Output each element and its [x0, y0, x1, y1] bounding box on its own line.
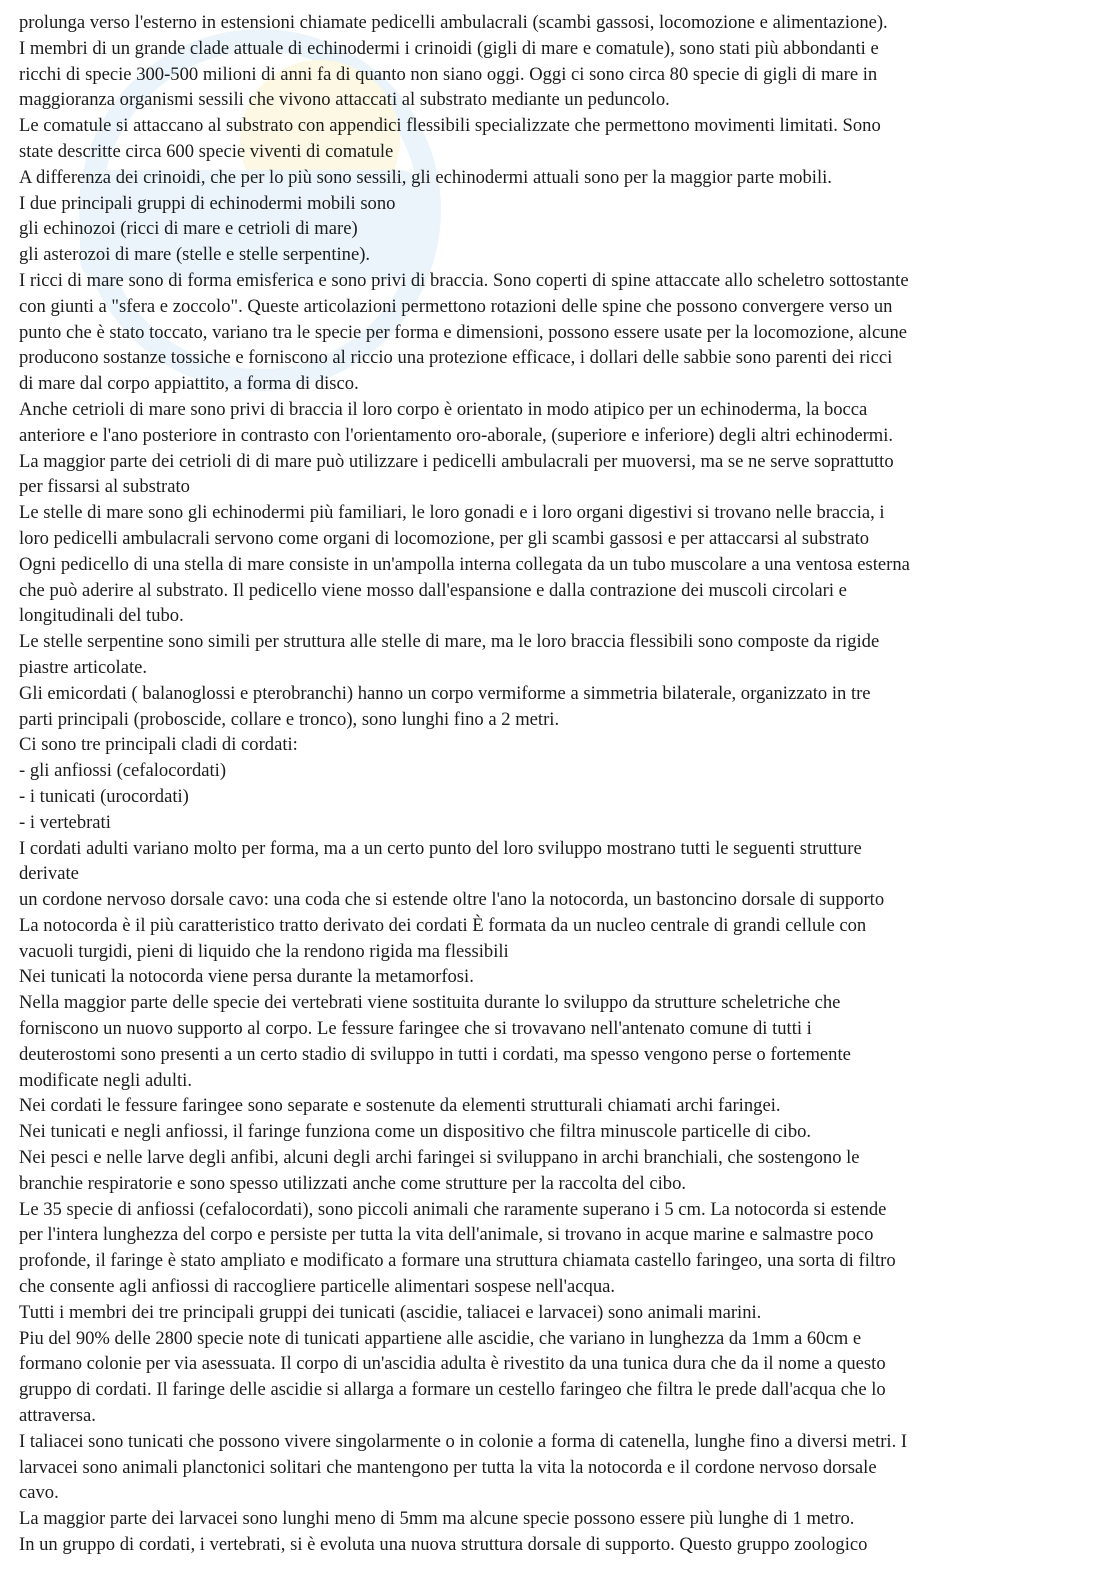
- text-line: Gli emicordati ( balanoglossi e pterobranchi) hanno un corpo vermiforme a simmetria bilaterale, organizzato in tre: [19, 682, 871, 704]
- text-line: Nei cordati le fessure faringee sono separate e sostenute da elementi strutturali chiamati archi faringei.: [19, 1095, 781, 1117]
- text-line: La notocorda è il più caratteristico tratto derivato dei cordati È formata da un nucleo centrale di grandi cellule con: [19, 914, 867, 936]
- text-line: con giunti a "sfera e zoccolo". Queste articolazioni permettono rotazioni delle spine che possono convergere verso un: [19, 295, 893, 317]
- text-line: punto che è stato toccato, variano tra le specie per forma e dimensioni, possono essere usate per la locomozione, alcune: [19, 321, 908, 343]
- text-line: formano colonie per via asessuata. Il corpo di un'ascidia adulta è rivestito da una tunica dura che da il nome a questo: [19, 1353, 886, 1375]
- text-line: In un gruppo di cordati, i vertebrati, si è evoluta una nuova struttura dorsale di supporto. Questo gruppo zoologico: [19, 1534, 868, 1556]
- text-line: Le comatule si attaccano al substrato con appendici flessibili specializzate che permettono movimenti limitati. Sono: [19, 115, 881, 137]
- text-line: profonde, il faringe è stato ampliato e modificato a formare una struttura chiamata castello faringeo, una sorta di filtro: [19, 1250, 896, 1272]
- text-line: Nei tunicati la notocorda viene persa durante la metamorfosi.: [19, 966, 474, 988]
- text-line: Nei tunicati e negli anfiossi, il faringe funziona come un dispositivo che filtra minuscole particelle di cibo.: [19, 1121, 812, 1143]
- text-line: La maggior parte dei larvacei sono lunghi meno di 5mm ma alcune specie possono essere più lunghe di 1 metro.: [19, 1508, 855, 1530]
- text-line: Le stelle di mare sono gli echinodermi più familiari, le loro gonadi e i loro organi digestivi si trovano nelle braccia, i: [19, 502, 885, 524]
- text-line: ricchi di specie 300-500 milioni di anni fa di quanto non siano oggi. Oggi ci sono circa 80 specie di gigli di mare in: [19, 63, 878, 85]
- text-line: Anche cetrioli di mare sono privi di braccia il loro corpo è orientato in modo atipico per un echinoderma, la bocca: [19, 398, 868, 420]
- text-line: derivate: [19, 863, 79, 885]
- text-line: forniscono un nuovo supporto al corpo. Le fessure faringee che si trovavano nell'antenato comune di tutti i: [19, 1018, 812, 1040]
- text-line: attraversa.: [19, 1405, 96, 1427]
- text-line: gli echinozoi (ricci di mare e cetrioli di mare): [19, 218, 358, 240]
- text-line: longitudinali del tubo.: [19, 605, 184, 627]
- text-line: anteriore e l'ano posteriore in contrasto con l'orientamento oro-aborale, (superiore e inferiore) degli altri echinodermi.: [19, 424, 894, 446]
- text-line: A differenza dei crinoidi, che per lo più sono sessili, gli echinodermi attuali sono per la maggior parte mobili.: [19, 166, 832, 188]
- document-page: [19, 10, 1099, 1558]
- text-line: Nei pesci e nelle larve degli anfibi, alcuni degli archi faringei si sviluppano in archi branchiali, che sostengono le: [19, 1147, 860, 1169]
- text-line: loro pedicelli ambulacrali servono come organi di locomozione, per gli scambi gassosi e per attaccarsi al substrato: [19, 527, 870, 549]
- text-line: che può aderire al substrato. Il pedicello viene mosso dall'espansione e dalla contrazione dei muscoli circolari e: [19, 579, 847, 601]
- text-line: branchie respiratorie e sono spesso utilizzati anche come strutture per la raccolta del cibo.: [19, 1172, 687, 1194]
- text-line: Ogni pedicello di una stella di mare consiste in un'ampolla interna collegata da un tubo muscolare a una ventosa esterna: [19, 553, 910, 575]
- text-line: per fissarsi al substrato: [19, 476, 190, 498]
- text-line: gli asterozoi di mare (stelle e stelle serpentine).: [19, 244, 371, 266]
- text-line: Tutti i membri dei tre principali gruppi dei tunicati (ascidie, taliacei e larvacei) sono animali marini.: [19, 1301, 762, 1323]
- text-line: parti principali (proboscide, collare e tronco), sono lunghi fino a 2 metri.: [19, 708, 560, 730]
- text-line: Piu del 90% delle 2800 specie note di tunicati appartiene alle ascidie, che variano in lunghezza da 1mm a 60cm e: [19, 1327, 862, 1349]
- text-line: di mare dal corpo appiattito, a forma di disco.: [19, 373, 359, 395]
- text-line: gruppo di cordati. Il faringe delle ascidie si allarga a formare un cestello faringeo che filtra le prede dall'acqua che lo: [19, 1379, 886, 1401]
- text-line: maggioranza organismi sessili che vivono attaccati al substrato mediante un peduncolo.: [19, 89, 670, 111]
- text-line: I membri di un grande clade attuale di echinodermi i crinoidi (gigli di mare e comatule), sono stati più abbondanti e: [19, 37, 879, 59]
- text-line: cavo.: [19, 1482, 59, 1504]
- text-line: Ci sono tre principali cladi di cordati:: [19, 734, 298, 756]
- text-line: Le stelle serpentine sono simili per struttura alle stelle di mare, ma le loro braccia flessibili sono composte da rigide: [19, 631, 880, 653]
- text-line: - i tunicati (urocordati): [19, 785, 189, 807]
- text-line: I due principali gruppi di echinodermi mobili sono: [19, 192, 396, 214]
- text-line: I ricci di mare sono di forma emisferica e sono privi di braccia. Sono coperti di spine attaccate allo scheletro sottostante: [19, 269, 909, 291]
- text-line: producono sostanze tossiche e forniscono al riccio una protezione efficace, i dollari delle sabbie sono parenti dei ricci: [19, 347, 893, 369]
- text-line: prolunga verso l'esterno in estensioni chiamate pedicelli ambulacrali (scambi gassosi, locomozione e alimentazione).: [19, 12, 888, 33]
- text-line: La maggior parte dei cetrioli di di mare può utilizzare i pedicelli ambulacrali per muoversi, ma se ne serve soprattutto: [19, 450, 894, 472]
- text-line: - gli anfiossi (cefalocordati): [19, 760, 227, 782]
- text-line: - i vertebrati: [19, 811, 111, 833]
- text-line: I cordati adulti variano molto per forma, ma a un certo punto del loro sviluppo mostrano tutti le seguenti strutture: [19, 837, 862, 859]
- text-line: state descritte circa 600 specie viventi di comatule: [19, 140, 394, 162]
- text-line: Le 35 specie di anfiossi (cefalocordati), sono piccoli animali che raramente superano i 5 cm. La notocorda si estende: [19, 1198, 887, 1220]
- text-line: larvacei sono animali planctonici solitari che mantengono per tutta la vita la notocorda e il cordone nervoso dorsale: [19, 1456, 877, 1478]
- text-line: vacuoli turgidi, pieni di liquido che la rendono rigida ma flessibili: [19, 940, 509, 962]
- text-line: Nella maggior parte delle specie dei vertebrati viene sostituita durante lo sviluppo da strutture scheletriche che: [19, 992, 841, 1014]
- text-line: deuterostomi sono presenti a un certo stadio di sviluppo in tutti i cordati, ma spesso vengono perse o fortemente: [19, 1043, 851, 1065]
- text-line: un cordone nervoso dorsale cavo: una coda che si estende oltre l'ano la notocorda, un bastoncino dorsale di supporto: [19, 889, 885, 911]
- text-line: per l'intera lunghezza del corpo e persiste per tutta la vita dell'animale, si trovano in acque marine e salmastre poco: [19, 1224, 874, 1246]
- text-line: che consente agli anfiossi di raccogliere particelle alimentari sospese nell'acqua.: [19, 1276, 616, 1298]
- text-line: piastre articolate.: [19, 656, 148, 678]
- text-line: I taliacei sono tunicati che possono vivere singolarmente o in colonie a forma di catenella, lunghe fino a diversi metri. I: [19, 1430, 908, 1452]
- text-line: modificate negli adulti.: [19, 1069, 192, 1091]
